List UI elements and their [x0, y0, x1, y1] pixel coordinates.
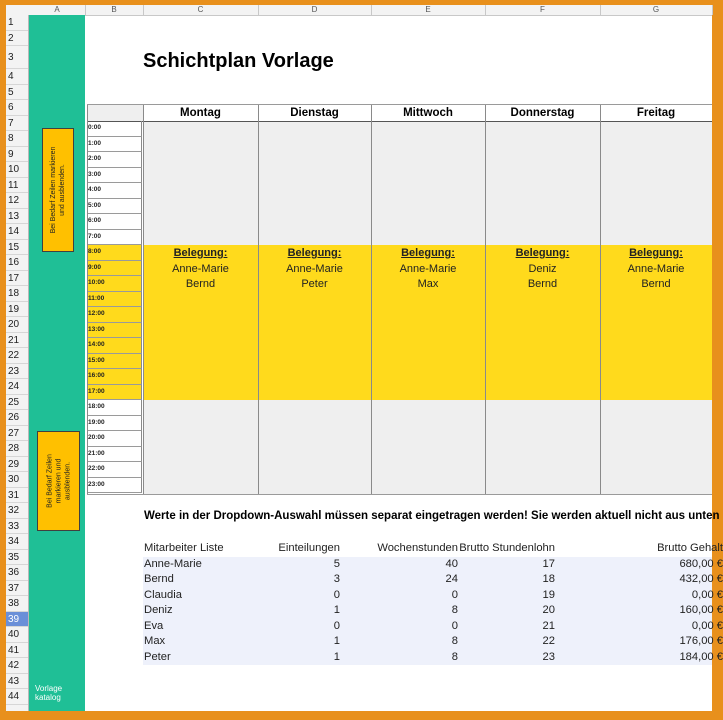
- time-slot-12-00[interactable]: 12:00: [87, 307, 142, 323]
- grid-vline: [258, 105, 259, 495]
- shift-person: Anne-Marie: [172, 262, 229, 275]
- day-header-montag[interactable]: Montag: [143, 105, 258, 122]
- time-slot-5-00[interactable]: 5:00: [87, 199, 142, 215]
- shift-cell-montag[interactable]: [143, 246, 258, 296]
- table-cell[interactable]: 0: [451, 588, 458, 601]
- empty-block-evening: [143, 400, 712, 494]
- table-cell[interactable]: 22: [542, 635, 555, 647]
- table-cell[interactable]: 19: [542, 588, 555, 601]
- hide-rows-note-bottom: [37, 431, 80, 531]
- table-cell[interactable]: 1: [333, 635, 340, 647]
- grid-bottom-line: [87, 494, 712, 495]
- table-cell[interactable]: 0: [451, 619, 458, 632]
- column-header-bar: [6, 5, 712, 16]
- row-header-16[interactable]: 16: [6, 255, 28, 271]
- row-header-30[interactable]: 30: [6, 472, 28, 488]
- grid-vline: [371, 105, 372, 495]
- shift-cell-donnerstag[interactable]: [485, 246, 600, 296]
- table-cell[interactable]: 40: [445, 557, 458, 570]
- hide-rows-note-top-text: Bei Bedarf Zeilen markieren und ausblenden.: [50, 146, 66, 234]
- day-header-mittwoch[interactable]: Mittwoch: [371, 105, 485, 122]
- table-cell[interactable]: 160,00 €: [679, 604, 723, 616]
- shift-person: Bernd: [185, 278, 216, 290]
- column-header-c[interactable]: C: [143, 5, 259, 15]
- shift-person: Anne-Marie: [627, 262, 685, 275]
- sidebar-column: [29, 15, 85, 711]
- table-cell[interactable]: 17: [542, 557, 555, 570]
- time-slot-3-00[interactable]: 3:00: [87, 168, 142, 184]
- time-slot-9-00[interactable]: 9:00: [87, 261, 142, 277]
- time-slot-21-00[interactable]: 21:00: [87, 447, 142, 463]
- time-slot-17-00[interactable]: 17:00: [87, 385, 142, 401]
- header-assignments: Einteilungen: [278, 542, 340, 554]
- row-header-43[interactable]: 43: [6, 674, 28, 690]
- shift-cell-dienstag[interactable]: [258, 246, 371, 296]
- table-cell[interactable]: 18: [542, 573, 555, 585]
- time-slot-23-00[interactable]: 23:00: [87, 478, 142, 494]
- time-slot-7-00[interactable]: 7:00: [87, 230, 142, 246]
- table-cell[interactable]: 24: [445, 573, 458, 585]
- table-cell[interactable]: 0: [333, 588, 340, 601]
- time-slot-13-00[interactable]: 13:00: [87, 323, 142, 339]
- row-header-28[interactable]: 28: [6, 441, 28, 457]
- page-title: Schichtplan Vorlage: [143, 50, 334, 72]
- column-header-e[interactable]: E: [371, 5, 486, 15]
- table-header-row: [143, 541, 723, 557]
- row-header-14[interactable]: 14: [6, 224, 28, 240]
- time-slot-10-00[interactable]: 10:00: [87, 276, 142, 292]
- time-slot-16-00[interactable]: 16:00: [87, 369, 142, 385]
- row-header-6[interactable]: 6: [6, 100, 28, 116]
- time-slot-18-00[interactable]: 18:00: [87, 400, 142, 416]
- row-header-15[interactable]: 15: [6, 240, 28, 256]
- header-weekly-hours: Wochenstunden: [377, 542, 458, 554]
- time-slot-14-00[interactable]: 14:00: [87, 338, 142, 354]
- table-row[interactable]: [143, 619, 723, 635]
- day-header-donnerstag[interactable]: Donnerstag: [485, 105, 600, 122]
- row-header-26[interactable]: 26: [6, 410, 28, 426]
- row-header-39[interactable]: 39: [6, 612, 28, 628]
- row-header-17[interactable]: 17: [6, 271, 28, 287]
- empty-block-night: [143, 121, 712, 245]
- header-staff: Mitarbeiter Liste: [144, 542, 224, 554]
- staff-table: [143, 541, 723, 665]
- table-cell[interactable]: 5: [333, 557, 340, 570]
- row-header-13[interactable]: 13: [6, 209, 28, 225]
- shift-person: Bernd: [641, 278, 671, 290]
- time-slot-20-00[interactable]: 20:00: [87, 431, 142, 447]
- shift-label: Belegung:: [629, 247, 683, 259]
- shift-person: Anne-Marie: [286, 262, 343, 275]
- shift-cell-freitag[interactable]: [600, 246, 712, 296]
- table-cell[interactable]: 1: [333, 604, 340, 616]
- row-header-29[interactable]: 29: [6, 457, 28, 473]
- time-slot-0-00[interactable]: 0:00: [87, 121, 142, 137]
- time-slot-8-00[interactable]: 8:00: [87, 245, 142, 261]
- row-header-7[interactable]: 7: [6, 116, 28, 132]
- table-cell[interactable]: 3: [333, 573, 340, 585]
- day-header-dienstag[interactable]: Dienstag: [258, 105, 371, 122]
- shift-label: Belegung:: [401, 247, 455, 259]
- header-hourly-wage: Brutto Stundenlohn: [459, 542, 555, 554]
- row-header-8[interactable]: 8: [6, 131, 28, 147]
- shift-person: Deniz: [528, 262, 557, 275]
- table-cell[interactable]: 8: [451, 635, 458, 647]
- shift-label: Belegung:: [515, 247, 570, 259]
- time-header-corner: [87, 105, 143, 122]
- row-header-2[interactable]: 2: [6, 31, 28, 47]
- table-cell[interactable]: 21: [542, 619, 555, 632]
- row-header-10[interactable]: 10: [6, 162, 28, 178]
- row-header-44[interactable]: 44: [6, 689, 28, 705]
- time-slot-4-00[interactable]: 4:00: [87, 183, 142, 199]
- row-header-34[interactable]: 34: [6, 534, 28, 550]
- row-header-38[interactable]: 38: [6, 596, 28, 612]
- row-header-42[interactable]: 42: [6, 658, 28, 674]
- table-row[interactable]: [143, 572, 723, 588]
- row-header-3[interactable]: 3: [6, 46, 28, 69]
- row-header-25[interactable]: 25: [6, 395, 28, 411]
- table-cell[interactable]: Anne-Marie: [144, 557, 202, 570]
- row-header-23[interactable]: 23: [6, 364, 28, 380]
- row-header-41[interactable]: 41: [6, 643, 28, 659]
- table-cell[interactable]: 20: [542, 604, 555, 616]
- row-header-21[interactable]: 21: [6, 333, 28, 349]
- time-slot-11-00[interactable]: 11:00: [87, 292, 142, 308]
- spreadsheet-window: [6, 5, 723, 711]
- row-header-22[interactable]: 22: [6, 348, 28, 364]
- shift-cell-mittwoch[interactable]: [371, 246, 485, 296]
- table-cell[interactable]: 432,00 €: [679, 573, 723, 585]
- day-header-freitag[interactable]: Freitag: [600, 105, 712, 122]
- row-header-4[interactable]: 4: [6, 69, 28, 85]
- row-header-27[interactable]: 27: [6, 426, 28, 442]
- table-cell[interactable]: Claudia: [144, 588, 182, 601]
- shift-label: Belegung:: [287, 247, 342, 259]
- table-cell[interactable]: Deniz: [144, 604, 173, 616]
- column-header-g[interactable]: G: [600, 5, 713, 15]
- table-cell[interactable]: 176,00 €: [679, 635, 723, 647]
- row-header-37[interactable]: 37: [6, 581, 28, 597]
- table-cell[interactable]: Max: [144, 635, 166, 647]
- row-header-19[interactable]: 19: [6, 302, 28, 318]
- row-header-11[interactable]: 11: [6, 178, 28, 194]
- hide-rows-note-bottom-text: Bei Bedarf Zeilen markieren und ausblenden.: [46, 454, 71, 508]
- row-header-40[interactable]: 40: [6, 627, 28, 643]
- time-slot-22-00[interactable]: 22:00: [87, 462, 142, 478]
- grid-vline: [600, 105, 601, 495]
- credit-text: Vorlage katalog: [35, 684, 63, 702]
- table-row[interactable]: [143, 588, 723, 604]
- time-slot-19-00[interactable]: 19:00: [87, 416, 142, 432]
- table-body: [143, 557, 723, 666]
- shift-label: Belegung:: [173, 247, 228, 259]
- table-cell[interactable]: Eva: [144, 619, 164, 632]
- hide-rows-note-top: [42, 128, 74, 252]
- row-header-18[interactable]: 18: [6, 286, 28, 302]
- table-cell[interactable]: Peter: [144, 650, 171, 663]
- table-cell[interactable]: 8: [451, 604, 458, 616]
- row-header-31[interactable]: 31: [6, 488, 28, 504]
- header-gross-salary: Brutto Gehalt: [657, 542, 723, 554]
- shift-person: Max: [417, 278, 439, 290]
- row-header-9[interactable]: 9: [6, 147, 28, 163]
- grid-vline: [87, 105, 88, 495]
- table-row[interactable]: [143, 603, 723, 619]
- shift-person: Anne-Marie: [399, 262, 457, 275]
- shift-person: Peter: [301, 278, 328, 290]
- table-row[interactable]: [143, 634, 723, 650]
- grid-vline: [143, 105, 144, 495]
- dropdown-notice: Werte in der Dropdown-Auswahl müssen separat eingetragen werden! Sie werden aktuell nicht aus unten: [144, 510, 720, 522]
- row-header-20[interactable]: 20: [6, 317, 28, 333]
- row-header-35[interactable]: 35: [6, 550, 28, 566]
- time-slot-6-00[interactable]: 6:00: [87, 214, 142, 230]
- column-header-b[interactable]: B: [85, 5, 144, 15]
- table-cell[interactable]: 1: [333, 650, 340, 663]
- table-cell[interactable]: 184,00 €: [679, 650, 723, 663]
- grid-vline: [485, 105, 486, 495]
- time-slot-1-00[interactable]: 1:00: [87, 137, 142, 153]
- table-cell[interactable]: 8: [451, 650, 458, 663]
- row-header-bar: [6, 15, 29, 711]
- table-cell[interactable]: Bernd: [144, 573, 174, 585]
- time-slot-2-00[interactable]: 2:00: [87, 152, 142, 168]
- time-slot-15-00[interactable]: 15:00: [87, 354, 142, 370]
- table-cell[interactable]: 23: [542, 650, 555, 663]
- row-header-1[interactable]: 1: [6, 15, 28, 31]
- row-header-33[interactable]: 33: [6, 519, 28, 535]
- table-cell[interactable]: 680,00 €: [679, 557, 723, 570]
- shift-person: Bernd: [527, 278, 558, 290]
- table-cell[interactable]: 0: [333, 619, 340, 632]
- column-header-a[interactable]: A: [29, 5, 86, 15]
- row-header-32[interactable]: 32: [6, 503, 28, 519]
- row-header-36[interactable]: 36: [6, 565, 28, 581]
- table-row[interactable]: [143, 557, 723, 573]
- table-cell[interactable]: 0,00 €: [691, 619, 723, 632]
- row-header-12[interactable]: 12: [6, 193, 28, 209]
- table-row[interactable]: [143, 650, 723, 666]
- grid-top-line: [87, 104, 712, 105]
- column-header-f[interactable]: F: [485, 5, 601, 15]
- row-header-24[interactable]: 24: [6, 379, 28, 395]
- table-cell[interactable]: 0,00 €: [691, 588, 723, 601]
- row-header-5[interactable]: 5: [6, 85, 28, 101]
- column-header-d[interactable]: D: [258, 5, 372, 15]
